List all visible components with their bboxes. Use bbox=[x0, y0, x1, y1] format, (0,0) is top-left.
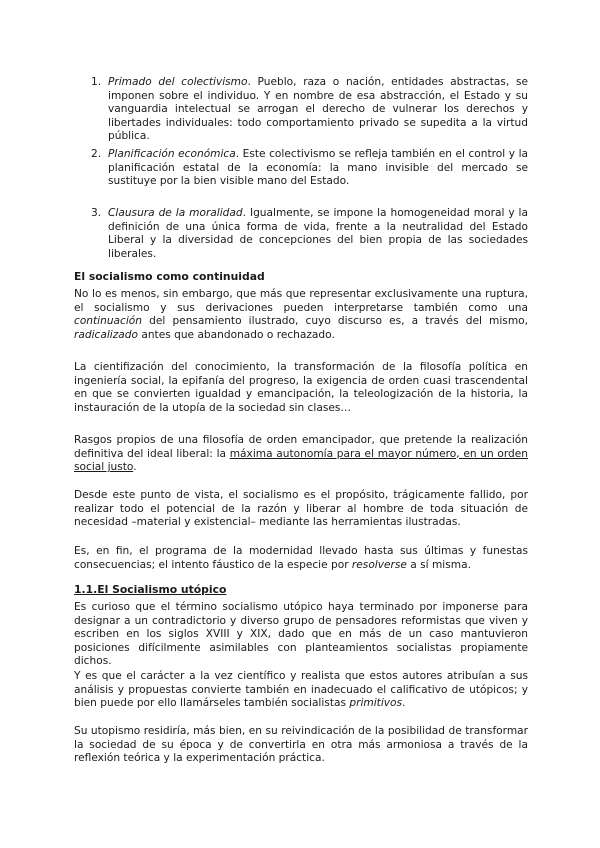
paragraph-text: Su utopismo residiría, más bien, en su reivindicación de la posibilidad de transformar la sociedad de su época y de convertirla en otra más armoniosa a través de la reflexión teórica y la experimentación práctica. bbox=[74, 725, 528, 765]
emphasis: radicalizado bbox=[74, 328, 138, 341]
list-item-title: Primado del colectivismo bbox=[108, 76, 248, 88]
text-run: . bbox=[133, 461, 137, 474]
paragraph-text: Es curioso que el término socialismo utópico haya terminado por imponerse para designar a un contradictorio y diverso grupo de pensadores reformistas que viven y escriben en los siglos XVIII y XIX, dado que en más de un caso mantuvieron posiciones difícilmente asimilables con planteamientos socialistas propiamente dichos. bbox=[74, 601, 528, 668]
emphasis: continuación bbox=[74, 315, 143, 328]
text-run: . bbox=[402, 697, 406, 710]
paragraph bbox=[74, 601, 528, 669]
paragraph bbox=[74, 545, 528, 572]
emphasis: primitivos bbox=[349, 697, 403, 710]
list-item-3 bbox=[91, 207, 528, 261]
paragraph bbox=[74, 489, 528, 530]
subsection-heading: 1.1.El Socialismo utópico bbox=[74, 583, 227, 596]
text-run: a sí misma. bbox=[406, 558, 471, 571]
list-item-title: Planificación económica bbox=[108, 148, 236, 160]
list-item-text bbox=[108, 148, 528, 189]
text-run: No lo es menos, sin embargo, que más que representar exclusivamente una ruptura, el socialismo y sus derivaciones pueden interpretarse también como una bbox=[74, 288, 528, 314]
text-run: Es, en fin, el programa de la modernidad llevado hasta sus últimas y funestas consecuencias; el intento fáustico de la especie por bbox=[74, 545, 528, 571]
list-item-1 bbox=[91, 76, 528, 144]
text-run: Rasgos propios de una filosofía de orden emancipador, que pretende la realización definitiva del ideal liberal: la bbox=[74, 434, 528, 460]
underlined-text: máxima autonomía para el mayor número, en un orden social justo bbox=[74, 447, 529, 474]
list-item-title: Clausura de la moralidad bbox=[108, 207, 243, 219]
list-item-body: . Pueblo, raza o nación, entidades abstractas, se imponen sobre el individuo. Y en nombre de esa abstracción, el Estado y su vanguardia intelectual se arrogan el derecho de vulnerar los derechos y libertades individuales: todo comportamiento privado se supedita a la virtud pública. bbox=[108, 76, 528, 143]
text-run: Y es que el carácter a la vez científico y realista que estos autores atribuían a sus análisis y propuestas convierte también en inadecuado el calificativo de utópicos; y bien puede por ello llamárseles también socialistas bbox=[74, 670, 528, 710]
list-item-2 bbox=[91, 148, 529, 189]
list-number: 3. bbox=[91, 207, 102, 219]
text-run: del pensamiento ilustrado, cuyo discurso es, a través del mismo, bbox=[142, 315, 528, 328]
list-item-body: . Igualmente, se impone la homogeneidad moral y la definición de una única forma de vida, frente a la neutralidad del Estado Liberal y la diversidad de concepciones del bien propia de las sociedades liberales. bbox=[108, 207, 528, 260]
paragraph bbox=[74, 361, 528, 415]
list-item-text bbox=[108, 76, 528, 144]
list-number: 1. bbox=[91, 76, 102, 88]
paragraph bbox=[74, 434, 528, 475]
paragraph bbox=[74, 725, 528, 766]
list-item-body: . Este colectivismo se refleja también en el control y la planificación estatal de la economía: la mano invisible del mercado se sustituye por la bien visible mano del Estado. bbox=[108, 148, 529, 188]
paragraph bbox=[74, 288, 528, 342]
paragraph bbox=[74, 670, 528, 711]
list-number: 2. bbox=[91, 148, 102, 160]
list-item-text bbox=[108, 207, 528, 261]
section-heading: El socialismo como continuidad bbox=[74, 270, 265, 283]
emphasis: resolverse bbox=[351, 558, 407, 571]
paragraph-text: Desde este punto de vista, el socialismo es el propósito, trágicamente fallido, por realizar todo el potencial de la razón y liberar al hombre de toda situación de necesidad –material y existencial– mediante las herramientas ilustradas. bbox=[74, 489, 528, 529]
paragraph-text: La cientifización del conocimiento, la transformación de la filosofía política en ingeniería social, la epifanía del progreso, la exigencia de orden cuasi trascendental en que se convierten igualdad y emancipación, la teleologización de la historia, la instauración de la utopía de la sociedad sin clases… bbox=[74, 361, 528, 414]
text-run: antes que abandonado o rechazado. bbox=[137, 328, 335, 341]
